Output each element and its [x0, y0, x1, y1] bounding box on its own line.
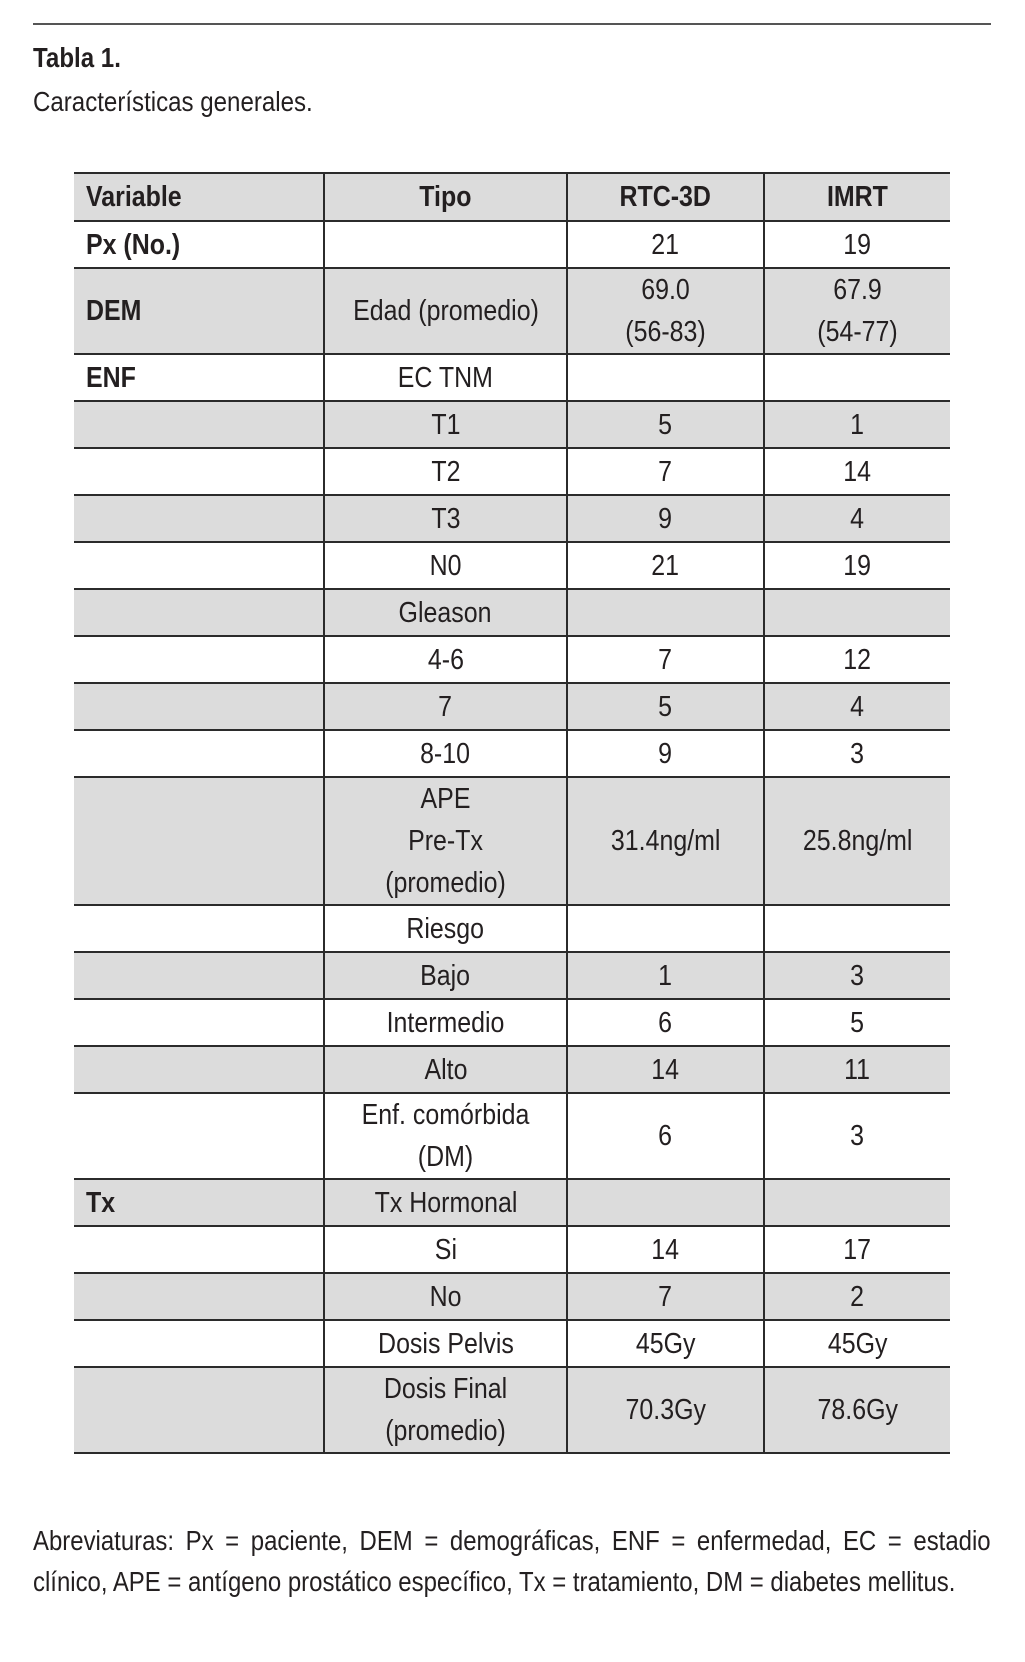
imrt-cell: [764, 268, 950, 354]
rtc-3d-cell: [567, 1093, 764, 1179]
cell-text: Riesgo: [406, 912, 485, 945]
cell-text: 3: [850, 1120, 865, 1152]
rtc-3d-cell: [567, 905, 764, 952]
table-subtitle: Características generales.: [33, 86, 313, 117]
cell-text: 7: [658, 643, 673, 676]
tipo-cell: [324, 495, 567, 542]
tipo-cell: [324, 730, 567, 777]
rtc-3d-cell: [567, 401, 764, 448]
cell-text: Enf. comórbida: [361, 1099, 530, 1131]
cell-text: N0: [429, 549, 462, 582]
table-row: [74, 777, 950, 905]
cell-text: 67.9: [833, 274, 882, 306]
rtc-3d-cell: [567, 777, 764, 905]
table-body: [74, 221, 950, 1453]
rtc-3d-cell: [567, 999, 764, 1046]
table-row: [74, 589, 950, 636]
rtc-3d-cell: [567, 268, 764, 354]
tipo-cell: [324, 683, 567, 730]
imrt-cell: [764, 495, 950, 542]
cell-text: Gleason: [399, 596, 492, 629]
cell-text: 21: [651, 549, 680, 582]
rtc-3d-cell: [567, 221, 764, 268]
imrt-cell: [764, 589, 950, 636]
top-rule: [33, 23, 991, 25]
variable-cell: [74, 542, 324, 589]
cell-text: Bajo: [420, 959, 471, 992]
imrt-cell: [764, 448, 950, 495]
rtc-3d-cell: [567, 1273, 764, 1320]
cell-text: 12: [843, 643, 872, 676]
imrt-cell: [764, 777, 950, 905]
cell-text: Tx Hormonal: [374, 1186, 517, 1219]
cell-text: (promedio): [385, 1415, 506, 1447]
imrt-cell: [764, 999, 950, 1046]
cell-text: Alto: [423, 1053, 467, 1086]
rtc-3d-cell: [567, 589, 764, 636]
tipo-cell: [324, 905, 567, 952]
variable-cell: [74, 1179, 324, 1226]
cell-text: Intermedio: [386, 1006, 505, 1039]
cell-text: Edad (promedio): [352, 295, 539, 327]
cell-text: 1: [658, 959, 673, 992]
variable-cell: [74, 589, 324, 636]
rtc-3d-cell: [567, 952, 764, 999]
header-tipo: Tipo: [324, 173, 567, 221]
cell-text: 4: [850, 690, 865, 723]
table-row: [74, 268, 950, 354]
imrt-cell: [764, 1273, 950, 1320]
variable-cell: [74, 1226, 324, 1273]
rtc-3d-cell: [567, 636, 764, 683]
cell-text: 8-10: [420, 737, 471, 770]
imrt-cell: [764, 905, 950, 952]
table-row: [74, 1179, 950, 1226]
imrt-cell: [764, 401, 950, 448]
cell-text: 25.8ng/ml: [802, 825, 913, 857]
tipo-cell: [324, 1226, 567, 1273]
cell-text: 45Gy: [827, 1327, 888, 1360]
cell-text: 9: [658, 737, 673, 770]
tipo-cell: [324, 636, 567, 683]
cell-text: (DM): [417, 1141, 474, 1173]
characteristics-table: [74, 172, 950, 1454]
cell-text: 69.0: [641, 274, 690, 306]
tipo-cell: [324, 1320, 567, 1367]
imrt-cell: [764, 1320, 950, 1367]
variable-cell: [74, 952, 324, 999]
cell-text: 3: [850, 959, 865, 992]
cell-text: Px (No.): [86, 228, 181, 261]
rtc-3d-cell: [567, 448, 764, 495]
variable-cell: [74, 495, 324, 542]
tipo-cell: [324, 589, 567, 636]
variable-cell: [74, 268, 324, 354]
table-row: [74, 905, 950, 952]
cell-text: 7: [438, 690, 453, 723]
imrt-cell: [764, 354, 950, 401]
tipo-cell: [324, 1367, 567, 1453]
cell-text: 21: [651, 228, 680, 261]
tipo-cell: [324, 999, 567, 1046]
cell-text: 19: [843, 228, 872, 261]
table-row: [74, 1273, 950, 1320]
cell-text: 7: [658, 455, 673, 488]
table-row: [74, 1367, 950, 1453]
tipo-cell: [324, 1179, 567, 1226]
tipo-cell: [324, 542, 567, 589]
imrt-cell: [764, 1226, 950, 1273]
cell-text: 14: [651, 1053, 680, 1086]
table-row: [74, 1046, 950, 1093]
table-header-row: [74, 173, 950, 221]
cell-text: 7: [658, 1280, 673, 1313]
table-row: [74, 401, 950, 448]
imrt-cell: [764, 1046, 950, 1093]
rtc-3d-cell: [567, 683, 764, 730]
imrt-cell: [764, 542, 950, 589]
cell-text: 5: [658, 408, 673, 441]
cell-text: 1: [850, 408, 865, 441]
cell-text: DEM: [86, 295, 142, 327]
table-row: [74, 221, 950, 268]
tipo-cell: [324, 952, 567, 999]
cell-text: 3: [850, 737, 865, 770]
rtc-3d-cell: [567, 1320, 764, 1367]
tipo-cell: [324, 448, 567, 495]
table-row: [74, 542, 950, 589]
table-row: [74, 1226, 950, 1273]
imrt-cell: [764, 683, 950, 730]
imrt-cell: [764, 1367, 950, 1453]
cell-text: T2: [430, 455, 461, 488]
rtc-3d-cell: [567, 1179, 764, 1226]
variable-cell: [74, 636, 324, 683]
tipo-cell: [324, 1093, 567, 1179]
rtc-3d-cell: [567, 1226, 764, 1273]
cell-text: Pre-Tx: [408, 825, 483, 857]
table-row: [74, 683, 950, 730]
variable-cell: [74, 448, 324, 495]
variable-cell: [74, 777, 324, 905]
cell-text: 19: [843, 549, 872, 582]
cell-text: 78.6Gy: [817, 1394, 898, 1426]
cell-text: 11: [844, 1053, 871, 1086]
cell-text: 9: [658, 502, 673, 535]
variable-cell: [74, 221, 324, 268]
rtc-3d-cell: [567, 1367, 764, 1453]
table-row: [74, 448, 950, 495]
cell-text: Tx: [86, 1186, 116, 1219]
header-imrt: IMRT: [764, 173, 950, 221]
imrt-cell: [764, 221, 950, 268]
rtc-3d-cell: [567, 1046, 764, 1093]
tipo-cell: [324, 221, 567, 268]
rtc-3d-cell: [567, 542, 764, 589]
table-row: [74, 636, 950, 683]
cell-text: 31.4ng/ml: [610, 825, 721, 857]
cell-text: 14: [651, 1233, 680, 1266]
variable-cell: [74, 354, 324, 401]
cell-text: 70.3Gy: [625, 1394, 706, 1426]
table-row: [74, 354, 950, 401]
rtc-3d-cell: [567, 354, 764, 401]
table-row: [74, 495, 950, 542]
imrt-cell: [764, 952, 950, 999]
cell-text: Dosis Pelvis: [377, 1327, 514, 1360]
imrt-cell: [764, 1093, 950, 1179]
tipo-cell: [324, 268, 567, 354]
tipo-cell: [324, 401, 567, 448]
variable-cell: [74, 1046, 324, 1093]
cell-text: T3: [430, 502, 461, 535]
tipo-cell: [324, 354, 567, 401]
cell-text: 6: [658, 1006, 673, 1039]
cell-text: 14: [843, 455, 872, 488]
cell-text: 2: [850, 1280, 865, 1313]
cell-text: 4: [850, 502, 865, 535]
imrt-cell: [764, 636, 950, 683]
table-row: [74, 952, 950, 999]
cell-text: ENF: [86, 361, 136, 394]
table-row: [74, 1093, 950, 1179]
variable-cell: [74, 999, 324, 1046]
cell-text: 45Gy: [635, 1327, 696, 1360]
imrt-cell: [764, 1179, 950, 1226]
tipo-cell: [324, 777, 567, 905]
table-row: [74, 1320, 950, 1367]
abbreviations-footnote: Abreviaturas: Px = paciente, DEM = demográficas, ENF = enfermedad, EC = estadio clínico, APE = antígeno prostático específico, Tx = tratamiento, DM = diabetes mellitus.: [33, 1525, 991, 1597]
header-variable: Variable: [74, 173, 324, 221]
cell-text: 6: [658, 1120, 673, 1152]
cell-text: (promedio): [385, 867, 506, 899]
table-row: [74, 999, 950, 1046]
table-row: [74, 730, 950, 777]
tipo-cell: [324, 1273, 567, 1320]
cell-text: Dosis Final: [383, 1373, 508, 1405]
tipo-cell: [324, 1046, 567, 1093]
variable-cell: [74, 1273, 324, 1320]
cell-text: Si: [434, 1233, 457, 1266]
cell-text: APE: [420, 783, 471, 815]
cell-text: T1: [430, 408, 461, 441]
variable-cell: [74, 683, 324, 730]
rtc-3d-cell: [567, 495, 764, 542]
variable-cell: [74, 401, 324, 448]
rtc-3d-cell: [567, 730, 764, 777]
variable-cell: [74, 1367, 324, 1453]
variable-cell: [74, 1093, 324, 1179]
cell-text: 5: [850, 1006, 865, 1039]
cell-text: EC TNM: [397, 361, 494, 394]
cell-text: (56-83): [625, 316, 706, 348]
cell-text: 5: [658, 690, 673, 723]
header-rtc-3d: RTC-3D: [567, 173, 764, 221]
cell-text: 4-6: [427, 643, 464, 676]
variable-cell: [74, 730, 324, 777]
cell-text: No: [429, 1280, 462, 1313]
imrt-cell: [764, 730, 950, 777]
variable-cell: [74, 1320, 324, 1367]
cell-text: 17: [843, 1233, 872, 1266]
table-title: Tabla 1.: [33, 42, 121, 73]
cell-text: (54-77): [817, 316, 898, 348]
variable-cell: [74, 905, 324, 952]
